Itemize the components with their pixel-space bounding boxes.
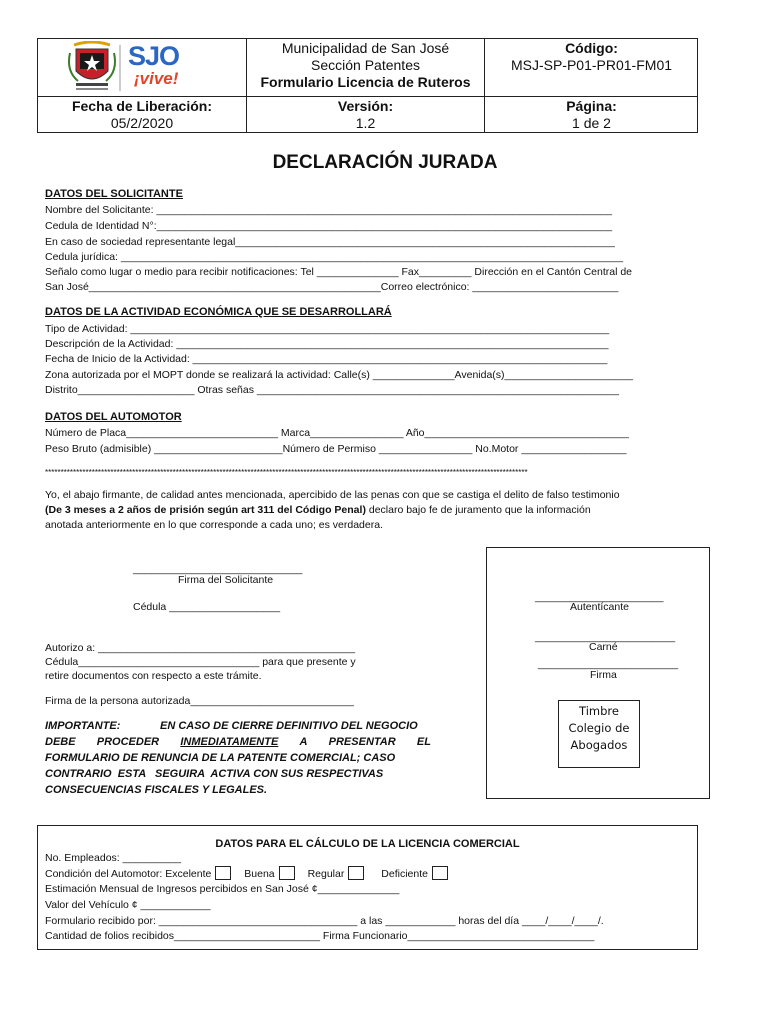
separator-stars: *********************************************************************************************************************************************************** xyxy=(45,468,528,477)
deficiente-label: Deficiente xyxy=(381,868,428,880)
employees-field[interactable]: No. Empleados: __________ xyxy=(45,852,182,864)
stamp-line: Timbre xyxy=(579,704,619,718)
important-word: PROCEDER xyxy=(96,736,160,748)
page-label: Página: xyxy=(566,98,617,114)
firma-line[interactable]: ________________________ xyxy=(538,658,679,670)
important-word-immediately: INMEDIATAMENTE xyxy=(180,736,279,748)
activity-line[interactable]: Tipo de Actividad: __________________________________________________________________________________ xyxy=(45,323,610,335)
activity-line[interactable]: Zona autorizada por el MOPT donde se realizará la actividad: Calle(s) ______________Avenida(s)______________________ xyxy=(45,369,634,381)
applicant-line[interactable]: Cedula de Identidad N°:______________________________________________________________________________ xyxy=(45,220,613,232)
form-title: Formulario Licencia de Ruteros xyxy=(260,74,471,90)
signature-line[interactable]: _____________________________ xyxy=(133,563,303,575)
org-name: Municipalidad de San José xyxy=(281,40,450,56)
section-name: Sección Patentes xyxy=(311,57,420,73)
oath-line-2-rest: declaro bajo fe de juramento que la información xyxy=(365,504,591,516)
authorized-signature[interactable]: Firma de la persona autorizada____________________________ xyxy=(45,695,354,707)
important-word: A xyxy=(299,736,308,748)
oath-penalty: (De 3 meses a 2 años de prisión según art 311 del Código Penal) xyxy=(45,504,366,516)
version-label: Versión: xyxy=(337,98,394,114)
applicant-line[interactable]: San José__________________________________________________Correo electrónico: _________________________ xyxy=(45,281,619,293)
regular-label: Regular xyxy=(307,868,345,880)
stamp-line: Abogados xyxy=(570,738,628,752)
authenticator-line[interactable]: ______________________ xyxy=(535,591,664,603)
stamp-box xyxy=(558,700,640,768)
authenticator-label: Autentícante xyxy=(570,601,629,613)
municipality-logo xyxy=(68,41,218,93)
code-label: Código: xyxy=(565,40,618,56)
carne-line[interactable]: ________________________ xyxy=(535,631,676,643)
authorize-line-2[interactable]: Cédula_______________________________ para que presente y xyxy=(45,656,356,668)
signature-label: Firma del Solicitante xyxy=(178,574,274,586)
applicant-line[interactable]: Cedula jurídica: ______________________________________________________________________________________ xyxy=(45,251,624,263)
important-text-3: FORMULARIO DE RENUNCIA DE LA PATENTE COMERCIAL; CASO xyxy=(45,752,396,764)
release-value: 05/2/2020 xyxy=(110,115,174,131)
oath-line-3: anotada anteriormente en lo que corresponde a cada uno; es verdadera. xyxy=(45,519,383,531)
important-word: DEBE xyxy=(45,736,76,748)
applicant-line[interactable]: Nombre del Solicitante: ______________________________________________________________________________ xyxy=(45,204,612,216)
activity-heading: DATOS DE LA ACTIVIDAD ECONÓMICA QUE SE DESARROLLARÁ xyxy=(45,306,392,318)
code-value: MSJ-SP-P01-PR01-FM01 xyxy=(510,57,673,73)
page-value: 1 de 2 xyxy=(572,115,611,131)
important-label: IMPORTANTE: xyxy=(45,720,121,732)
vehicle-value-field[interactable]: Valor del Vehículo ¢ ____________ xyxy=(45,899,211,911)
activity-line[interactable]: Distrito____________________ Otras señas ______________________________________________________________ xyxy=(45,384,619,396)
logo-text: SJO xyxy=(128,41,180,71)
vehicle-condition xyxy=(45,866,454,881)
authorize-line-1[interactable]: Autorizo a: ____________________________________________ xyxy=(45,642,356,654)
oath-line-2 xyxy=(45,503,591,517)
vehicle-heading: DATOS DEL AUTOMOTOR xyxy=(45,411,182,423)
signature-cedula[interactable]: Cédula ___________________ xyxy=(133,601,281,613)
authorize-line-3: retire documentos con respecto a este trámite. xyxy=(45,670,262,682)
received-field[interactable]: Formulario recibido por: __________________________________ a las ____________ horas del día ____/____/____/. xyxy=(45,915,604,927)
version-value: 1.2 xyxy=(355,115,376,131)
page-title: DECLARACIÓN JURADA xyxy=(272,152,498,173)
calculation-heading: DATOS PARA EL CÁLCULO DE LA LICENCIA COMERCIAL xyxy=(215,838,520,850)
applicant-heading: DATOS DEL SOLICITANTE xyxy=(45,188,183,200)
folios-field[interactable]: Cantidad de folios recibidos_________________________ Firma Funcionario________________________________ xyxy=(45,930,595,942)
income-field[interactable]: Estimación Mensual de Ingresos percibidos en San José ¢______________ xyxy=(45,883,400,895)
buena-label: Buena xyxy=(244,868,275,880)
oath-line-1: Yo, el abajo firmante, de calidad antes mencionada, apercibido de las penas con que se castiga el delito de falso testimonio xyxy=(45,489,620,501)
activity-line[interactable]: Descripción de la Actividad: __________________________________________________________________________ xyxy=(45,338,609,350)
important-text-1: EN CASO DE CIERRE DEFINITIVO DEL NEGOCIO xyxy=(160,720,418,732)
stamp-line: Colegio de xyxy=(568,721,630,735)
important-text-4: CONTRARIO ESTA SEGUIRA ACTIVA CON SUS RESPECTIVAS xyxy=(45,768,384,780)
checkbox-excelente[interactable] xyxy=(215,866,231,880)
applicant-line[interactable]: En caso de sociedad representante legal_________________________________________________________________ xyxy=(45,236,615,248)
vehicle-line[interactable]: Peso Bruto (admisible) ______________________Número de Permiso ________________ No.Motor __________________ xyxy=(45,443,627,455)
header-table xyxy=(37,38,698,133)
important-word: PRESENTAR xyxy=(328,736,396,748)
checkbox-deficiente[interactable] xyxy=(432,866,448,880)
applicant-line[interactable]: Señalo como lugar o medio para recibir notificaciones: Tel ______________ Fax_________ Dirección en el Cantón Central de xyxy=(45,266,633,278)
carne-label: Carné xyxy=(589,641,618,653)
important-text-5: CONSECUENCIAS FISCALES Y LEGALES. xyxy=(45,784,268,796)
vehicle-line[interactable]: Número de Placa__________________________ Marca________________ Año___________________________________ xyxy=(45,427,629,439)
checkbox-regular[interactable] xyxy=(348,866,364,880)
logo-subtext: ¡vive! xyxy=(134,69,179,88)
release-label: Fecha de Liberación: xyxy=(71,98,213,114)
condition-label: Condición del Automotor: Excelente xyxy=(45,868,212,880)
firma-label: Firma xyxy=(590,669,617,681)
checkbox-buena[interactable] xyxy=(279,866,295,880)
important-notice xyxy=(45,718,431,798)
important-word: EL xyxy=(416,736,431,748)
activity-line[interactable]: Fecha de Inicio de la Actividad: _______________________________________________________________________ xyxy=(45,353,608,365)
